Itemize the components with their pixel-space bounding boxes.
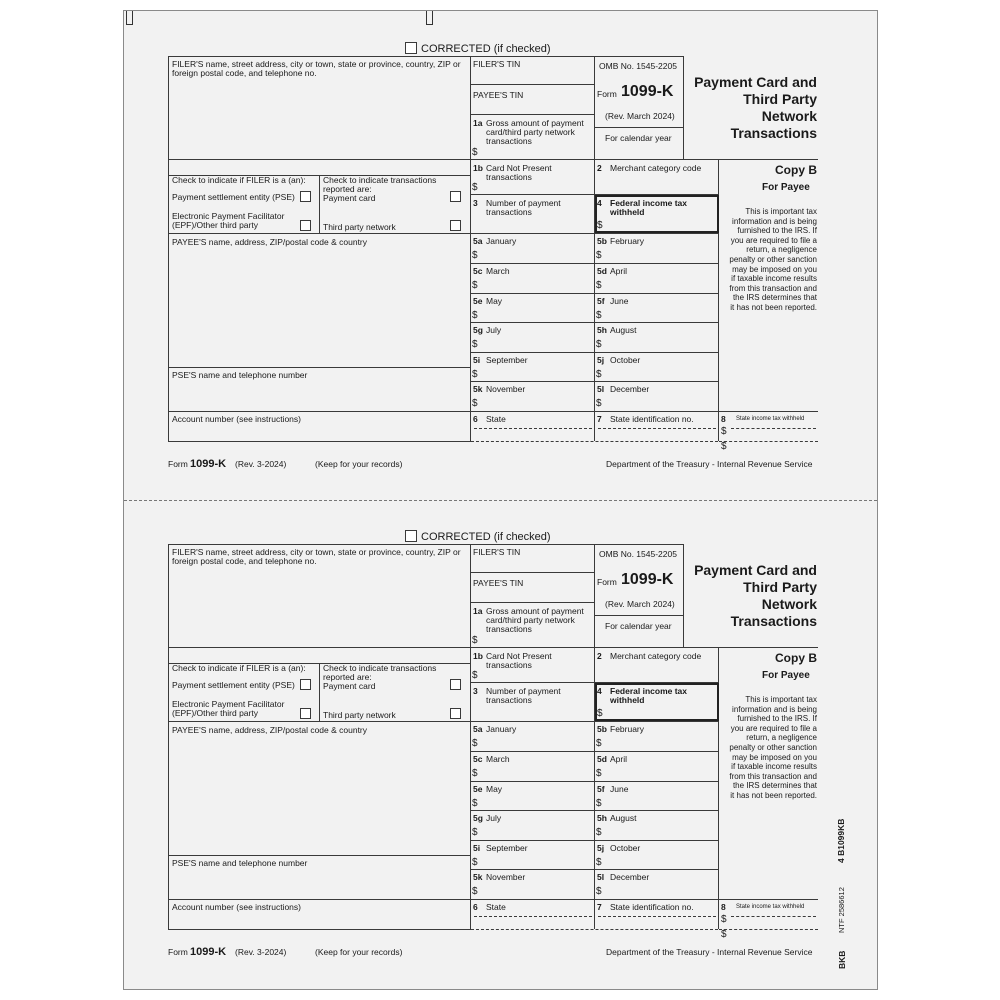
box-5j-cell[interactable] bbox=[595, 841, 715, 869]
box-5l-label: December bbox=[610, 872, 650, 882]
payee-name-label: PAYEE'S name, address, ZIP/postal code & country bbox=[172, 725, 368, 735]
box-5d-label: April bbox=[610, 266, 628, 276]
box-5c-label: March bbox=[486, 266, 510, 276]
box-5e-number: 5e bbox=[473, 784, 483, 794]
footer-keep-records: (Keep for your records) bbox=[315, 947, 403, 957]
box-5l-number: 5l bbox=[597, 872, 605, 882]
box-5k-number: 5k bbox=[473, 872, 483, 882]
box-5l-dollar: $ bbox=[596, 398, 602, 409]
form-sheet bbox=[123, 10, 878, 990]
transactions-type-label: Check to indicate transactions reported are: bbox=[323, 663, 437, 682]
box-5g-dollar: $ bbox=[472, 339, 478, 350]
footer-department: Department of the Treasury - Internal Revenue Service bbox=[606, 947, 813, 957]
box-1a-label: Gross amount of payment card/third party network transactions bbox=[486, 606, 584, 634]
payment-card-checkbox[interactable] bbox=[450, 191, 461, 202]
box-5a-number: 5a bbox=[473, 236, 483, 246]
box-5j-dollar: $ bbox=[596, 857, 602, 868]
box-5d-number: 5d bbox=[597, 266, 607, 276]
pse-checkbox[interactable] bbox=[300, 679, 311, 690]
box-5l-label: December bbox=[610, 384, 650, 394]
box-5e-cell[interactable] bbox=[471, 782, 591, 810]
form-number: 1099-K bbox=[621, 83, 674, 100]
box-5g-dollar: $ bbox=[472, 827, 478, 838]
third-party-network-label: Third party network bbox=[323, 222, 396, 232]
form-word: Form bbox=[597, 577, 617, 587]
box-5i-dollar: $ bbox=[472, 857, 478, 868]
box-5e-label: May bbox=[486, 296, 503, 306]
transactions-type-label: Check to indicate transactions reported are: bbox=[323, 175, 437, 194]
box-5a-cell[interactable] bbox=[471, 234, 591, 262]
box-1a-dollar: $ bbox=[472, 147, 478, 158]
box-5e-dollar: $ bbox=[472, 798, 478, 809]
side-bkb-code: BKB bbox=[837, 950, 847, 969]
box-8-dollar-2: $ bbox=[721, 441, 727, 452]
box-5g-label: July bbox=[486, 325, 502, 335]
box-8-dollar-1: $ bbox=[721, 914, 727, 925]
footer-revision: (Rev. 3-2024) bbox=[235, 459, 287, 469]
corrected-checkbox[interactable] bbox=[405, 530, 417, 542]
box-4-label: Federal income tax withheld bbox=[610, 198, 688, 217]
box-5h-cell[interactable] bbox=[595, 323, 715, 351]
box-5f-dollar: $ bbox=[596, 798, 602, 809]
box-5d-number: 5d bbox=[597, 754, 607, 764]
box-5k-label: November bbox=[486, 384, 526, 394]
box-5j-cell[interactable] bbox=[595, 353, 715, 381]
box-5h-number: 5h bbox=[597, 325, 607, 335]
box-5f-dollar: $ bbox=[596, 310, 602, 321]
box-5k-dollar: $ bbox=[472, 886, 478, 897]
account-number-label: Account number (see instructions) bbox=[172, 414, 301, 424]
box-5k-number: 5k bbox=[473, 384, 483, 394]
filer-type-label: Check to indicate if FILER is a (an): bbox=[172, 663, 306, 673]
filer-name-label: FILER'S name, street address, city or town, state or province, country, ZIP or foreign postal code, and telephone no. bbox=[172, 59, 461, 78]
box-2-label: Merchant category code bbox=[610, 651, 702, 661]
epf-label: Electronic Payment Facilitator (EPF)/Other third party bbox=[172, 211, 285, 230]
box-7-label: State identification no. bbox=[610, 902, 694, 912]
omb-number: OMB No. 1545-2205 bbox=[599, 549, 677, 559]
box-5f-cell[interactable] bbox=[595, 294, 715, 322]
box-5b-cell[interactable] bbox=[595, 722, 715, 750]
box-5h-cell[interactable] bbox=[595, 811, 715, 839]
box-5j-label: October bbox=[610, 843, 641, 853]
box-5a-number: 5a bbox=[473, 724, 483, 734]
box-8-label: State income tax withheld bbox=[736, 904, 805, 910]
box-5c-cell[interactable] bbox=[471, 264, 591, 292]
box-5f-cell[interactable] bbox=[595, 782, 715, 810]
box-5d-cell[interactable] bbox=[595, 264, 715, 292]
for-payee-label: For Payee bbox=[762, 182, 810, 193]
box-5c-dollar: $ bbox=[472, 768, 478, 779]
account-number-label: Account number (see instructions) bbox=[172, 902, 301, 912]
footer-revision: (Rev. 3-2024) bbox=[235, 947, 287, 957]
filer-type-label: Check to indicate if FILER is a (an): bbox=[172, 175, 306, 185]
box-5i-number: 5i bbox=[473, 843, 481, 853]
box-5l-dollar: $ bbox=[596, 886, 602, 897]
omb-number: OMB No. 1545-2205 bbox=[599, 61, 677, 71]
box-5j-label: October bbox=[610, 355, 641, 365]
box-1b-dollar: $ bbox=[472, 182, 478, 193]
corrected-label: CORRECTED (if checked) bbox=[421, 531, 551, 543]
box-5c-label: March bbox=[486, 754, 510, 764]
box-5g-cell[interactable] bbox=[471, 323, 591, 351]
box-8-dollar-2: $ bbox=[721, 929, 727, 940]
box-5c-number: 5c bbox=[473, 754, 483, 764]
box-5g-number: 5g bbox=[473, 813, 483, 823]
pse-name-label: PSE'S name and telephone number bbox=[172, 370, 308, 380]
box-7-label: State identification no. bbox=[610, 414, 694, 424]
box-1a-dollar: $ bbox=[472, 635, 478, 646]
side-form-code: 4 B1099KB bbox=[836, 818, 846, 863]
box-5a-label: January bbox=[486, 724, 517, 734]
pse-label: Payment settlement entity (PSE) bbox=[172, 192, 295, 202]
calendar-year-label: For calendar year bbox=[605, 621, 672, 631]
box-5l-cell[interactable] bbox=[595, 870, 715, 898]
box-5d-dollar: $ bbox=[596, 280, 602, 291]
box-5h-dollar: $ bbox=[596, 827, 602, 838]
epf-checkbox[interactable] bbox=[300, 708, 311, 719]
box-5d-cell[interactable] bbox=[595, 752, 715, 780]
filer-name-field[interactable] bbox=[170, 81, 468, 157]
box-5i-cell[interactable] bbox=[471, 353, 591, 381]
payment-card-label: Payment card bbox=[323, 193, 376, 203]
box-5g-cell[interactable] bbox=[471, 811, 591, 839]
footer-keep-records: (Keep for your records) bbox=[315, 459, 403, 469]
filer-name-label: FILER'S name, street address, city or town, state or province, country, ZIP or foreign postal code, and telephone no. bbox=[172, 547, 461, 566]
payee-notice: This is important tax information and is being furnished to the IRS. If you are required to file a return, a negligence penalty or other sanction may be imposed on you if taxable income results from this transaction and the IRS determines that it has not been reported. bbox=[729, 695, 817, 800]
copy-b-upper: CORRECTED (if checked) OMB No. 1545-2205 Form 1099-K (Rev. March 2024) For calendar year Payment Card and Third Party Network Transactions FILER'S name, street address, city or town, state or province, country, ZIP or foreign postal code, and telephone no. FILER'S TIN PAYEE'S TIN 1a Gross amount of payment card/third party network transactions $ 1b Card Not Present transactions $ 2 Merchant category code Copy B For Payee This is important tax information and is being furnished to the IRS. If you are required to file a return, a negligence penalty or other sanction may be imposed on you if taxable income results from this transaction and the IRS determines that it has not been reported. Check to indicate if FILER is a (an): Payment settlement entity (PSE) Electronic Payment Facilitator (EPF)/Other third party Check to indicate transactions reported are: Payment card Third party network 3 Number of payment transactions 4 Federal income tax withheld $ PAYEE'S name, address, ZIP/postal code & country PSE'S name and telephone number Account number (see instructions) 5a January $ 5b February $ 5c March $ 5d April $ 5e May $ 5f June $ 5g July $ 5h August $ 5i September $ 5j October $ 5k November $ 5l December $ 6 State 7 State identification no. 8 State income tax withheld $ $ Form 1099-K (Rev. 3-2024) (Keep for your records) Department of the Treasury - Internal Revenue Service bbox=[168, 43, 817, 470]
box-5e-label: May bbox=[486, 784, 503, 794]
box-5d-label: April bbox=[610, 754, 628, 764]
box-5i-label: September bbox=[486, 355, 528, 365]
box-6-label: State bbox=[486, 902, 506, 912]
box-5k-cell[interactable] bbox=[471, 382, 591, 410]
box-3-label: Number of payment transactions bbox=[486, 686, 561, 705]
box-5j-number: 5j bbox=[597, 843, 605, 853]
box-8-dollar-1: $ bbox=[721, 426, 727, 437]
footer-department: Department of the Treasury - Internal Revenue Service bbox=[606, 459, 813, 469]
form-word: Form bbox=[597, 89, 617, 99]
copy-b-label: Copy B bbox=[775, 651, 817, 665]
box-5h-label: August bbox=[610, 813, 637, 823]
box-5l-cell[interactable] bbox=[595, 382, 715, 410]
payment-card-checkbox[interactable] bbox=[450, 679, 461, 690]
box-5i-dollar: $ bbox=[472, 369, 478, 380]
box-5a-cell[interactable] bbox=[471, 722, 591, 750]
box-5i-cell[interactable] bbox=[471, 841, 591, 869]
copy-b-lower: CORRECTED (if checked) OMB No. 1545-2205 Form 1099-K (Rev. March 2024) For calendar year Payment Card and Third Party Network Transactions FILER'S name, street address, city or town, state or province, country, ZIP or foreign postal code, and telephone no. FILER'S TIN PAYEE'S TIN 1a Gross amount of payment card/third party network transactions $ 1b Card Not Present transactions $ 2 Merchant category code Copy B For Payee This is important tax information and is being furnished to the IRS. If you are required to file a return, a negligence penalty or other sanction may be imposed on you if taxable income results from this transaction and the IRS determines that it has not been reported. Check to indicate if FILER is a (an): Payment settlement entity (PSE) Electronic Payment Facilitator (EPF)/Other third party Check to indicate transactions reported are: Payment card Third party network 3 Number of payment transactions 4 Federal income tax withheld $ PAYEE'S name, address, ZIP/postal code & country PSE'S name and telephone number Account number (see instructions) 5a January $ 5b February $ 5c March $ 5d April $ 5e May $ 5f June $ 5g July $ 5h August $ 5i September $ 5j October $ 5k November $ 5l December $ 6 State 7 State identification no. 8 State income tax withheld $ $ Form 1099-K (Rev. 3-2024) (Keep for your records) Department of the Treasury - Internal Revenue Service bbox=[168, 531, 817, 958]
side-ntf-code: NTF 2586612 bbox=[837, 887, 846, 933]
box-5a-dollar: $ bbox=[472, 738, 478, 749]
third-party-network-checkbox[interactable] bbox=[450, 220, 461, 231]
epf-label: Electronic Payment Facilitator (EPF)/Other third party bbox=[172, 699, 285, 718]
corrected-label: CORRECTED (if checked) bbox=[421, 43, 551, 55]
payee-name-label: PAYEE'S name, address, ZIP/postal code & country bbox=[172, 237, 368, 247]
box-5b-label: February bbox=[610, 724, 645, 734]
box-5l-number: 5l bbox=[597, 384, 605, 394]
form-number: 1099-K bbox=[621, 571, 674, 588]
box-5a-dollar: $ bbox=[472, 250, 478, 261]
box-5k-cell[interactable] bbox=[471, 870, 591, 898]
box-5b-dollar: $ bbox=[596, 738, 602, 749]
box-1b-label: Card Not Present transactions bbox=[486, 651, 552, 670]
box-5h-number: 5h bbox=[597, 813, 607, 823]
box-5j-dollar: $ bbox=[596, 369, 602, 380]
pse-label: Payment settlement entity (PSE) bbox=[172, 680, 295, 690]
copy-b-label: Copy B bbox=[775, 163, 817, 177]
payee-notice: This is important tax information and is being furnished to the IRS. If you are required to file a return, a negligence penalty or other sanction may be imposed on you if taxable income results from this transaction and the IRS determines that it has not been reported. bbox=[729, 207, 817, 312]
epf-checkbox[interactable] bbox=[300, 220, 311, 231]
box-5e-number: 5e bbox=[473, 296, 483, 306]
box-4-label: Federal income tax withheld bbox=[610, 686, 688, 705]
box-1a-label: Gross amount of payment card/third party network transactions bbox=[486, 118, 584, 146]
box-5h-dollar: $ bbox=[596, 339, 602, 350]
box-5f-label: June bbox=[610, 296, 629, 306]
revision-date: (Rev. March 2024) bbox=[605, 599, 675, 609]
payee-tin-label: PAYEE'S TIN bbox=[473, 578, 524, 588]
box-5f-number: 5f bbox=[597, 296, 605, 306]
box-5k-label: November bbox=[486, 872, 526, 882]
box-5i-label: September bbox=[486, 843, 528, 853]
payment-card-label: Payment card bbox=[323, 681, 376, 691]
pse-name-label: PSE'S name and telephone number bbox=[172, 858, 308, 868]
form-title: Payment Card and Third Party Network Transactions bbox=[694, 74, 817, 141]
form-title: Payment Card and Third Party Network Transactions bbox=[694, 562, 817, 629]
revision-date: (Rev. March 2024) bbox=[605, 111, 675, 121]
footer-form-number: 1099-K bbox=[190, 946, 227, 958]
box-5e-cell[interactable] bbox=[471, 294, 591, 322]
box-5j-number: 5j bbox=[597, 355, 605, 365]
box-3-label: Number of payment transactions bbox=[486, 198, 561, 217]
footer-form-word: Form bbox=[168, 947, 188, 957]
box-5g-number: 5g bbox=[473, 325, 483, 335]
box-5c-cell[interactable] bbox=[471, 752, 591, 780]
third-party-network-checkbox[interactable] bbox=[450, 708, 461, 719]
box-5b-cell[interactable] bbox=[595, 234, 715, 262]
payee-name-field[interactable] bbox=[170, 737, 468, 853]
box-5b-number: 5b bbox=[597, 724, 607, 734]
box-1b-dollar: $ bbox=[472, 670, 478, 681]
box-5b-number: 5b bbox=[597, 236, 607, 246]
calendar-year-label: For calendar year bbox=[605, 133, 672, 143]
filer-tin-label: FILER'S TIN bbox=[473, 547, 521, 557]
box-5b-dollar: $ bbox=[596, 250, 602, 261]
box-2-label: Merchant category code bbox=[610, 163, 702, 173]
for-payee-label: For Payee bbox=[762, 670, 810, 681]
box-4-dollar: $ bbox=[597, 220, 603, 231]
payee-name-field[interactable] bbox=[170, 249, 468, 365]
box-5a-label: January bbox=[486, 236, 517, 246]
box-5c-dollar: $ bbox=[472, 280, 478, 291]
box-1b-label: Card Not Present transactions bbox=[486, 163, 552, 182]
footer-form-word: Form bbox=[168, 459, 188, 469]
corrected-checkbox[interactable] bbox=[405, 42, 417, 54]
box-5k-dollar: $ bbox=[472, 398, 478, 409]
box-5f-label: June bbox=[610, 784, 629, 794]
pse-checkbox[interactable] bbox=[300, 191, 311, 202]
box-5c-number: 5c bbox=[473, 266, 483, 276]
filer-tin-label: FILER'S TIN bbox=[473, 59, 521, 69]
payee-tin-label: PAYEE'S TIN bbox=[473, 90, 524, 100]
box-5i-number: 5i bbox=[473, 355, 481, 365]
box-5f-number: 5f bbox=[597, 784, 605, 794]
box-4-dollar: $ bbox=[597, 708, 603, 719]
box-5g-label: July bbox=[486, 813, 502, 823]
box-6-label: State bbox=[486, 414, 506, 424]
box-5e-dollar: $ bbox=[472, 310, 478, 321]
box-5b-label: February bbox=[610, 236, 645, 246]
footer-form-number: 1099-K bbox=[190, 458, 227, 470]
box-5d-dollar: $ bbox=[596, 768, 602, 779]
third-party-network-label: Third party network bbox=[323, 710, 396, 720]
filer-name-field[interactable] bbox=[170, 569, 468, 645]
box-8-label: State income tax withheld bbox=[736, 416, 805, 422]
box-5h-label: August bbox=[610, 325, 637, 335]
